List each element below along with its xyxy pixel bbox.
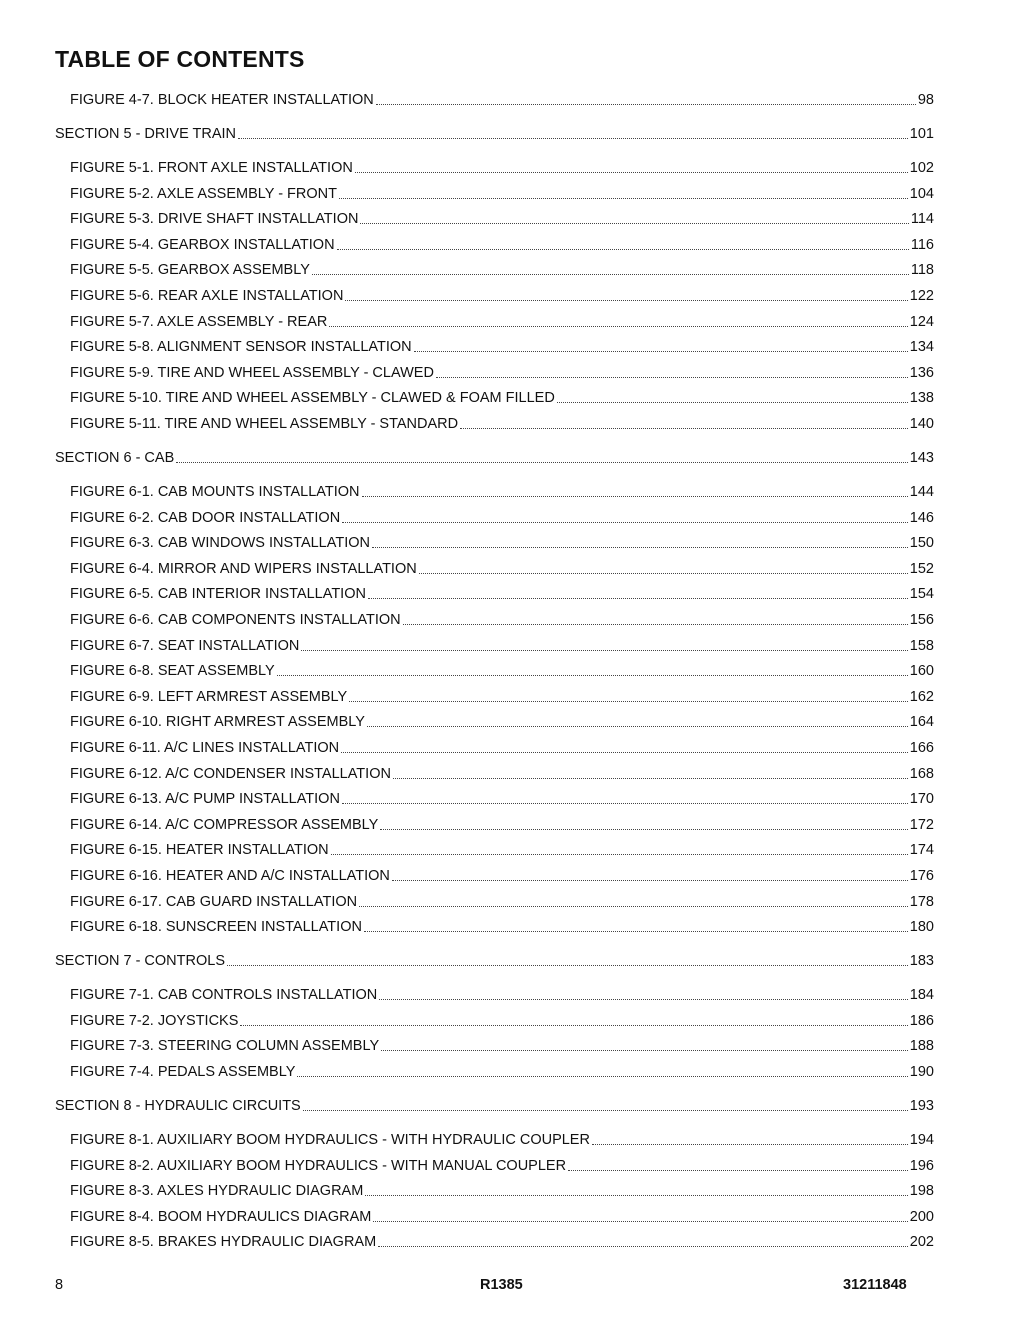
- toc-entry-title: FIGURE 5-10. TIRE AND WHEEL ASSEMBLY - CLAWED & FOAM FILLED: [70, 390, 555, 407]
- page-footer: [0, 1277, 1024, 1297]
- dot-leader: [341, 752, 908, 753]
- toc-entry-page: 166: [909, 740, 934, 756]
- toc-figure-entry[interactable]: [70, 892, 934, 912]
- dot-leader: [360, 223, 908, 224]
- toc-entry-title: FIGURE 6-12. A/C CONDENSER INSTALLATION: [70, 765, 391, 782]
- toc-entry-page: 162: [909, 688, 934, 705]
- dot-leader: [355, 172, 908, 173]
- toc-figure-entry[interactable]: [70, 840, 934, 860]
- footer-page-number: 8: [55, 1277, 64, 1293]
- toc-entry-title: FIGURE 4-7. BLOCK HEATER INSTALLATION: [70, 92, 374, 108]
- toc-entry-page: 176: [909, 868, 934, 884]
- dot-leader: [376, 104, 916, 105]
- dot-leader: [364, 931, 908, 932]
- toc-figure-entry[interactable]: [70, 661, 934, 681]
- toc-entry-title: SECTION 7 - CONTROLS: [55, 953, 225, 970]
- toc-entry-title: FIGURE 5-2. AXLE ASSEMBLY - FRONT: [70, 185, 337, 202]
- toc-entry-page: 168: [909, 765, 934, 782]
- toc-figure-entry[interactable]: [70, 764, 934, 784]
- toc-entry-page: 170: [909, 791, 934, 808]
- dot-leader: [238, 138, 908, 139]
- dot-leader: [349, 701, 908, 702]
- dot-leader: [392, 880, 908, 881]
- toc-entry-page: 158: [909, 637, 934, 654]
- dot-leader: [240, 1025, 907, 1026]
- toc-figure-entry[interactable]: [70, 184, 934, 204]
- toc-figure-entry[interactable]: [70, 738, 934, 758]
- toc-figure-entry[interactable]: [70, 610, 934, 630]
- toc-figure-entry[interactable]: [70, 1011, 934, 1031]
- toc-entry-title: FIGURE 6-14. A/C COMPRESSOR ASSEMBLY: [70, 816, 379, 833]
- toc-entry-title: FIGURE 6-11. A/C LINES INSTALLATION: [70, 740, 340, 756]
- toc-entry-page: 138: [909, 390, 934, 407]
- dot-leader: [380, 829, 907, 830]
- dot-leader: [176, 462, 908, 463]
- toc-figure-entry[interactable]: [70, 866, 934, 886]
- toc-entry-page: 136: [909, 364, 934, 381]
- toc-figure-entry[interactable]: [70, 158, 934, 178]
- toc-figure-entry[interactable]: [70, 533, 934, 553]
- toc-entry-title: FIGURE 6-9. LEFT ARMREST ASSEMBLY: [70, 688, 348, 705]
- toc-entry-title: FIGURE 6-8. SEAT ASSEMBLY: [70, 663, 275, 680]
- toc-section-entry[interactable]: [55, 124, 934, 144]
- dot-leader: [403, 624, 908, 625]
- toc-entry-page: 118: [910, 262, 934, 279]
- toc-figure-entry[interactable]: [70, 286, 934, 306]
- toc-entry-title: FIGURE 5-11. TIRE AND WHEEL ASSEMBLY - STANDARD: [70, 416, 459, 432]
- dot-leader: [277, 675, 908, 676]
- toc-figure-entry[interactable]: [70, 636, 934, 656]
- toc-entry-page: 184: [909, 987, 934, 1004]
- dot-leader: [337, 249, 909, 250]
- toc-entry-page: 146: [909, 509, 934, 526]
- dot-leader: [345, 300, 907, 301]
- dot-leader: [436, 377, 908, 378]
- toc-entry-page: 150: [909, 535, 934, 552]
- toc-entry-page: 180: [909, 919, 934, 936]
- dot-leader: [393, 778, 908, 779]
- dot-leader: [460, 428, 908, 429]
- toc-figure-entry[interactable]: [70, 414, 934, 434]
- dot-leader: [362, 496, 908, 497]
- toc-entry-page: 124: [909, 313, 934, 330]
- toc-section-entry[interactable]: [55, 1096, 934, 1116]
- toc-entry-title: FIGURE 6-10. RIGHT ARMREST ASSEMBLY: [70, 714, 365, 731]
- toc-entry-title: FIGURE 5-1. FRONT AXLE INSTALLATION: [70, 160, 353, 176]
- dot-leader: [557, 402, 908, 403]
- toc-entry-title: FIGURE 5-4. GEARBOX INSTALLATION: [70, 236, 335, 253]
- toc-entry-title: FIGURE 6-6. CAB COMPONENTS INSTALLATION: [70, 612, 401, 628]
- toc-entry-title: FIGURE 7-4. PEDALS ASSEMBLY: [70, 1064, 296, 1080]
- dot-leader: [372, 547, 908, 548]
- toc-entry-page: 188: [909, 1038, 934, 1055]
- toc-entry-page: 154: [909, 586, 934, 603]
- toc-entry-page: 122: [909, 288, 934, 304]
- toc-entry-page: 152: [909, 560, 934, 577]
- toc-figure-entry[interactable]: [70, 1181, 934, 1201]
- toc-figure-entry[interactable]: [70, 235, 934, 255]
- toc-figure-entry[interactable]: [70, 1062, 934, 1082]
- toc-entry-title: FIGURE 6-13. A/C PUMP INSTALLATION: [70, 791, 340, 808]
- dot-leader: [312, 274, 909, 275]
- toc-entry-title: FIGURE 8-2. AUXILIARY BOOM HYDRAULICS - WITH MANUAL COUPLER: [70, 1157, 567, 1174]
- footer-model: R1385: [480, 1277, 523, 1293]
- page-title: TABLE OF CONTENTS: [55, 46, 305, 72]
- toc-entry-page: 190: [909, 1064, 934, 1080]
- toc-entry-title: FIGURE 5-6. REAR AXLE INSTALLATION: [70, 288, 344, 304]
- dot-leader: [365, 1195, 908, 1196]
- dot-leader: [359, 906, 908, 907]
- toc-entry-page: 198: [909, 1183, 934, 1200]
- dot-leader: [568, 1170, 908, 1171]
- toc-entry-title: FIGURE 5-7. AXLE ASSEMBLY - REAR: [70, 313, 328, 330]
- toc-entry-title: FIGURE 8-4. BOOM HYDRAULICS DIAGRAM: [70, 1208, 372, 1225]
- toc-entry-title: FIGURE 6-4. MIRROR AND WIPERS INSTALLATION: [70, 560, 417, 577]
- toc-figure-entry[interactable]: [70, 712, 934, 732]
- toc-figure-entry[interactable]: [70, 209, 934, 229]
- toc-entry-page: 134: [909, 339, 934, 356]
- toc-figure-entry[interactable]: [70, 1156, 934, 1176]
- toc-figure-entry[interactable]: [70, 260, 934, 280]
- toc-figure-entry[interactable]: [70, 815, 934, 835]
- toc-figure-entry[interactable]: [70, 584, 934, 604]
- footer-doc-number: 31211848: [843, 1277, 907, 1293]
- toc-entry-title: FIGURE 6-18. SUNSCREEN INSTALLATION: [70, 919, 362, 936]
- toc-entry-page: 178: [909, 893, 934, 910]
- dot-leader: [301, 650, 907, 651]
- dot-leader: [378, 1246, 908, 1247]
- toc-figure-entry[interactable]: [70, 1036, 934, 1056]
- toc-entry-page: 200: [909, 1208, 934, 1225]
- toc-entry-page: 196: [909, 1157, 934, 1174]
- toc-entry-page: 186: [909, 1012, 934, 1029]
- toc-figure-entry[interactable]: [70, 1130, 934, 1150]
- toc-entry-page: 114: [910, 211, 934, 228]
- toc-section-entry[interactable]: [55, 951, 934, 971]
- toc-entry-title: FIGURE 7-2. JOYSTICKS: [70, 1012, 239, 1029]
- dot-leader: [329, 326, 907, 327]
- toc-entry-page: 116: [910, 236, 934, 253]
- toc-entry-title: FIGURE 6-1. CAB MOUNTS INSTALLATION: [70, 484, 360, 500]
- toc-entry-title: FIGURE 5-9. TIRE AND WHEEL ASSEMBLY - CLAWED: [70, 364, 434, 381]
- dot-leader: [342, 522, 908, 523]
- dot-leader: [368, 598, 908, 599]
- toc-entry-title: FIGURE 6-17. CAB GUARD INSTALLATION: [70, 893, 358, 910]
- toc-entry-page: 193: [909, 1098, 934, 1114]
- dot-leader: [227, 965, 908, 966]
- toc-section-entry[interactable]: [55, 448, 934, 468]
- toc-entry-title: FIGURE 7-3. STEERING COLUMN ASSEMBLY: [70, 1038, 380, 1055]
- toc-entry-title: FIGURE 5-3. DRIVE SHAFT INSTALLATION: [70, 211, 359, 228]
- toc-entry-page: 202: [909, 1234, 934, 1251]
- toc-entry-page: 160: [909, 663, 934, 680]
- toc-entry-page: 194: [909, 1132, 934, 1148]
- toc-entry-title: FIGURE 6-2. CAB DOOR INSTALLATION: [70, 509, 341, 526]
- toc-entry-title: FIGURE 5-8. ALIGNMENT SENSOR INSTALLATION: [70, 339, 412, 356]
- dot-leader: [419, 573, 908, 574]
- dot-leader: [297, 1076, 907, 1077]
- toc-entry-title: FIGURE 8-3. AXLES HYDRAULIC DIAGRAM: [70, 1183, 364, 1200]
- dot-leader: [414, 351, 908, 352]
- dot-leader: [339, 198, 908, 199]
- dot-leader: [331, 854, 908, 855]
- toc-entry-title: FIGURE 8-5. BRAKES HYDRAULIC DIAGRAM: [70, 1234, 377, 1251]
- toc-entry-page: 174: [909, 842, 934, 859]
- dot-leader: [381, 1050, 908, 1051]
- toc-entry-page: 156: [909, 612, 934, 628]
- dot-leader: [367, 726, 908, 727]
- toc-entry-title: SECTION 6 - CAB: [55, 450, 175, 466]
- toc-entry-title: FIGURE 6-16. HEATER AND A/C INSTALLATION: [70, 868, 390, 884]
- dot-leader: [303, 1110, 908, 1111]
- toc-figure-entry[interactable]: [70, 90, 934, 110]
- toc-figure-entry[interactable]: [70, 337, 934, 357]
- toc-figure-entry[interactable]: [70, 363, 934, 383]
- toc-figure-entry[interactable]: [70, 789, 934, 809]
- toc-figure-entry[interactable]: [70, 687, 934, 707]
- toc-figure-entry[interactable]: [70, 559, 934, 579]
- toc-entry-title: FIGURE 8-1. AUXILIARY BOOM HYDRAULICS - WITH HYDRAULIC COUPLER: [70, 1132, 590, 1148]
- toc-figure-entry[interactable]: [70, 985, 934, 1005]
- dot-leader: [379, 999, 908, 1000]
- toc-entry-page: 164: [909, 714, 934, 731]
- toc-entry-page: 144: [909, 484, 934, 500]
- toc-figure-entry[interactable]: [70, 917, 934, 937]
- toc-figure-entry[interactable]: [70, 1232, 934, 1252]
- toc-entry-title: FIGURE 6-7. SEAT INSTALLATION: [70, 637, 300, 654]
- toc-entry-title: SECTION 8 - HYDRAULIC CIRCUITS: [55, 1098, 301, 1114]
- toc-figure-entry[interactable]: [70, 388, 934, 408]
- dot-leader: [373, 1221, 907, 1222]
- toc-figure-entry[interactable]: [70, 1207, 934, 1227]
- toc-figure-entry[interactable]: [70, 312, 934, 332]
- toc-entry-page: 101: [909, 126, 934, 142]
- toc-entry-title: FIGURE 7-1. CAB CONTROLS INSTALLATION: [70, 987, 378, 1004]
- toc-figure-entry[interactable]: [70, 482, 934, 502]
- toc-entry-page: 183: [909, 953, 934, 970]
- toc-entry-title: SECTION 5 - DRIVE TRAIN: [55, 126, 237, 142]
- toc-entry-page: 102: [909, 160, 934, 176]
- toc-entry-title: FIGURE 6-5. CAB INTERIOR INSTALLATION: [70, 586, 366, 603]
- toc-entry-page: 143: [909, 450, 934, 466]
- dot-leader: [592, 1144, 908, 1145]
- toc-entry-title: FIGURE 6-3. CAB WINDOWS INSTALLATION: [70, 535, 370, 552]
- toc-figure-entry[interactable]: [70, 508, 934, 528]
- toc-entry-page: 172: [909, 816, 934, 833]
- dot-leader: [342, 803, 908, 804]
- toc-entry-title: FIGURE 6-15. HEATER INSTALLATION: [70, 842, 329, 859]
- toc-entry-page: 98: [917, 92, 934, 108]
- toc-entry-page: 140: [909, 416, 934, 432]
- toc-entry-title: FIGURE 5-5. GEARBOX ASSEMBLY: [70, 262, 310, 279]
- toc-entry-page: 104: [909, 185, 934, 202]
